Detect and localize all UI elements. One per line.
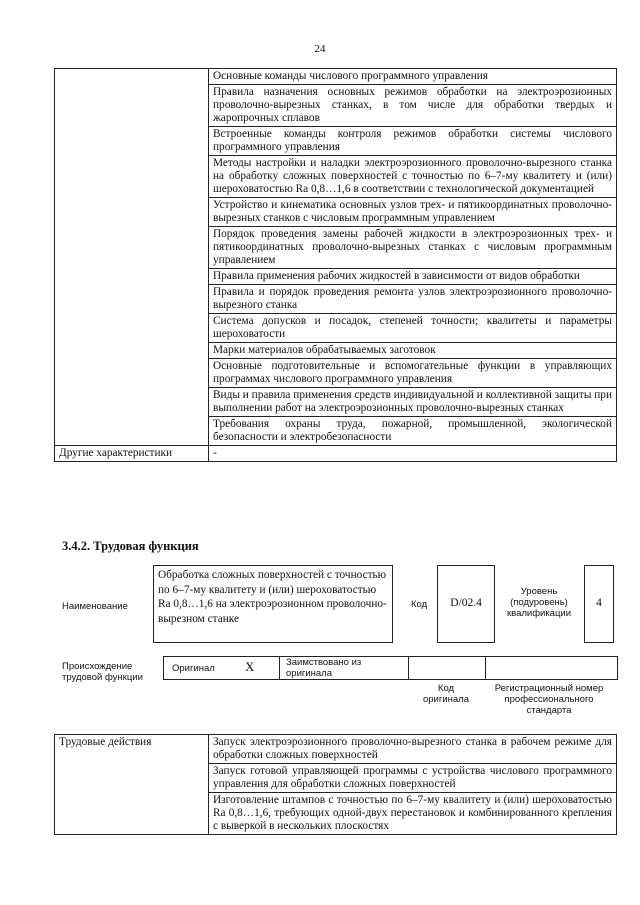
other-characteristics-value: - [209,446,617,462]
actions-label: Трудовые действия [55,735,209,835]
knowledge-item: Встроенные команды контроля режимов обработки системы числового программного управления [209,127,617,156]
knowledge-item: Требования охраны труда, пожарной, промышленной, экологической безопасности и электробезопасности [209,417,617,446]
code-box [437,565,495,643]
knowledge-item: Правила и порядок проведения ремонта узлов электроэрозионного проволочно-вырезного станка [209,285,617,314]
origin-reg-box [485,656,618,680]
knowledge-item: Марки материалов обрабатываемых заготовок [209,343,617,359]
page-number: 24 [314,43,326,55]
code-value: D/02.4 [450,597,482,609]
knowledge-item: Система допусков и посадок, степеней точности; квалитеты и параметры шероховатости [209,314,617,343]
other-characteristics-label: Другие характеристики [55,446,209,462]
level-label: Уровень (подуровень) квалификации [506,586,572,619]
knowledge-item: Виды и правила применения средств индивидуальной и коллективной защиты при выполнении работ на электроэрозионных проволочно-вырезных станках [209,388,617,417]
knowledge-table [54,68,617,462]
code-caption: Код оригинала [422,683,469,705]
level-value: 4 [596,597,602,609]
section-title: 3.4.2. Трудовая функция [62,539,199,553]
label-cell [55,69,209,446]
table-row [55,69,617,85]
origin-code-box [408,656,486,680]
original-mark: X [245,659,255,674]
borrowed-label: Заимствовано из оригинала [286,657,362,679]
knowledge-item: Основные команды числового программного управления [209,69,617,85]
table-row [55,735,617,764]
name-label: Наименование [62,601,128,612]
knowledge-item: Правила применения рабочих жидкостей в зависимости от видов обработки [209,269,617,285]
knowledge-item: Правила назначения основных режимов обработки на электроэрозионных проволочно-вырезных станках, в том числе для обработки твердых и жаропрочных сплавов [209,85,617,127]
knowledge-item: Порядок проведения замены рабочей жидкости в электроэрозионных трех- и пятикоординатных проволочно-вырезных станках с числовым программным управлением [209,227,617,269]
original-label: Оригинал [172,663,215,674]
knowledge-item: Основные подготовительные и вспомогательные функции в управляющих программах числового программного управления [209,359,617,388]
knowledge-item: Устройство и кинематика основных узлов трех- и пятикоординатных проволочно-вырезных станков с числовым программным управлением [209,198,617,227]
code-label: Код [411,599,428,610]
name-box [153,565,393,643]
action-item: Запуск электроэрозионного проволочно-вырезного станка в рабочем режиме для обработки сложных поверхностей [209,735,617,764]
table-row [55,446,617,462]
action-item: Запуск готовой управляющей программы с устройства числового программного управления для обработки сложных поверхностей [209,764,617,793]
knowledge-item: Методы настройки и наладки электроэрозионного проволочно-вырезного станка на обработку сложных поверхностей с точностью по 6–7-му квалитету и (или) шероховатостью Ra 0,8…1,6 в соответствии с технологической документацией [209,156,617,198]
actions-table [54,734,617,835]
level-box [584,565,614,643]
reg-caption: Регистрационный номер профессионального стандарта [494,683,604,716]
name-value: Обработка сложных поверхностей с точностью по 6–7-му квалитету и (или) шероховатостью Ra 0,8…1,6 на электроэрозионном проволочно-вырезном станке [158,569,387,625]
origin-label: Происхождение трудовой функции [62,661,143,683]
action-item: Изготовление штампов с точностью по 6–7-му квалитету и (или) шероховатостью Ra 0,8…1,6, требующих одной-двух перестановок и комбинированного крепления с выверкой в нескольких плоскостях [209,793,617,835]
